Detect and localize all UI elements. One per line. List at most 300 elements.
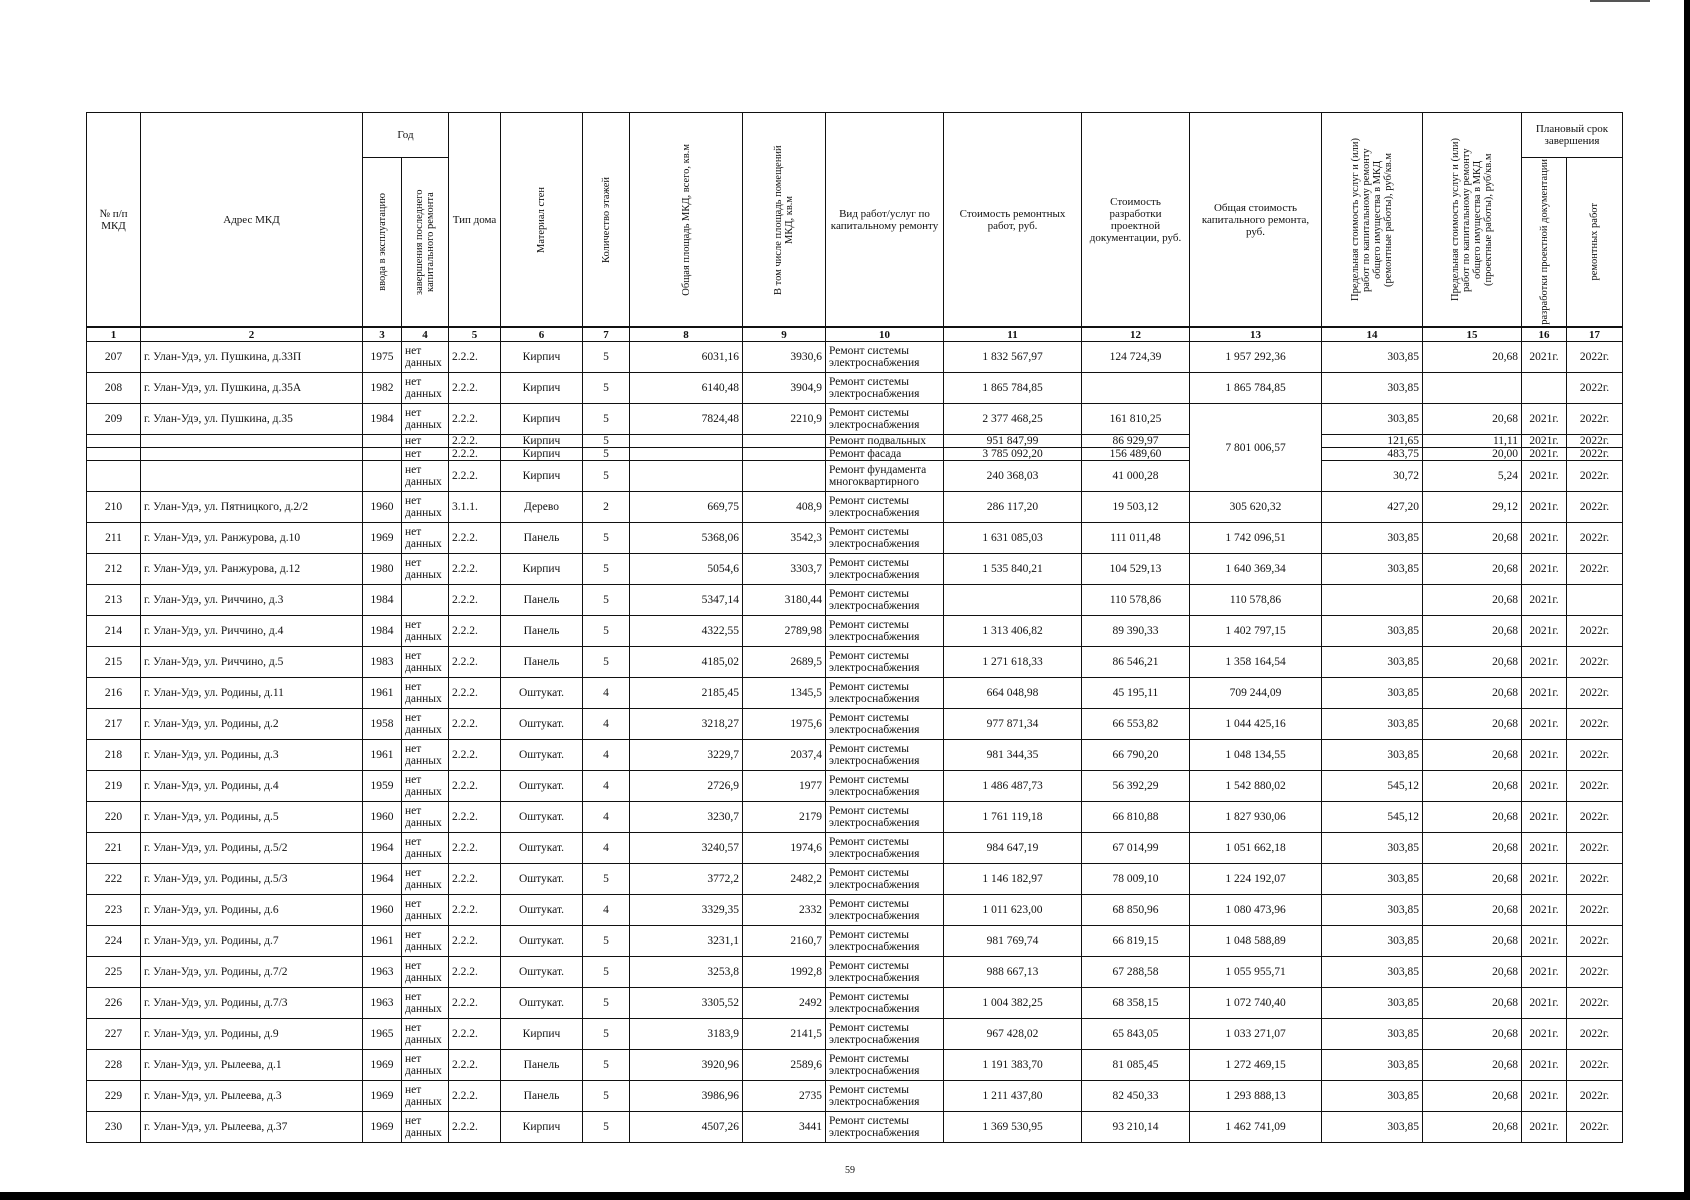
- cell-floors: 5: [583, 404, 630, 435]
- cell-total-cost: 1 033 271,07: [1190, 1019, 1322, 1050]
- cell-total-cost: 1 051 662,18: [1190, 833, 1322, 864]
- cell-premises-area: 2735: [743, 1081, 826, 1112]
- cell-term-design: 2021г.: [1522, 616, 1567, 647]
- cell-premises-area: 1977: [743, 771, 826, 802]
- cell-premises-area: 3904,9: [743, 373, 826, 404]
- cell-wall-material: Кирпич: [501, 1112, 583, 1143]
- cell-house-type: 2.2.2.: [449, 373, 501, 404]
- cell-year-last-repair: нет данных: [402, 895, 449, 926]
- cell-premises-area: 3542,3: [743, 523, 826, 554]
- cell-premises-area: 3930,6: [743, 342, 826, 373]
- cell-limit-design: 20,68: [1423, 740, 1522, 771]
- cell-work-type: Ремонт системы электроснабжения: [826, 342, 944, 373]
- cell-address: [141, 461, 363, 492]
- cell-limit-repair: 303,85: [1322, 957, 1423, 988]
- cell-year-commission: 1969: [363, 1112, 402, 1143]
- cell-total-area: 6140,48: [630, 373, 743, 404]
- cell-total-area: [630, 461, 743, 492]
- cell-premises-area: 2332: [743, 895, 826, 926]
- cell-term-repair: 2022г.: [1567, 404, 1623, 435]
- cell-address: г. Улан-Удэ, ул. Родины, д.6: [141, 895, 363, 926]
- cell-year-last-repair: нет данных: [402, 833, 449, 864]
- cell-floors: 5: [583, 448, 630, 461]
- cell-number: 229: [87, 1081, 141, 1112]
- cell-term-repair: 2022г.: [1567, 616, 1623, 647]
- cell-work-type: Ремонт системы электроснабжения: [826, 1019, 944, 1050]
- cell-total-area: 4185,02: [630, 647, 743, 678]
- cell-address: г. Улан-Удэ, ул. Родины, д.7/2: [141, 957, 363, 988]
- cell-address: г. Улан-Удэ, ул. Родины, д.11: [141, 678, 363, 709]
- cell-limit-repair: [1322, 585, 1423, 616]
- cell-term-design: 2021г.: [1522, 461, 1567, 492]
- cell-wall-material: Кирпич: [501, 1019, 583, 1050]
- cell-limit-repair: 303,85: [1322, 678, 1423, 709]
- capital-repair-table: [86, 112, 1623, 1143]
- cell-work-type: Ремонт системы электроснабжения: [826, 926, 944, 957]
- cell-house-type: 2.2.2.: [449, 926, 501, 957]
- cell-term-design: 2021г.: [1522, 523, 1567, 554]
- cell-limit-design: 20,68: [1423, 988, 1522, 1019]
- cell-total-area: 7824,48: [630, 404, 743, 435]
- col-floors-header: Количество этажей: [583, 113, 630, 328]
- cell-limit-design: 20,68: [1423, 709, 1522, 740]
- cell-term-repair: 2022г.: [1567, 554, 1623, 585]
- table-row: [87, 1112, 1623, 1143]
- cell-total-cost: 1 640 369,34: [1190, 554, 1322, 585]
- cell-premises-area: 2789,98: [743, 616, 826, 647]
- cell-design-cost: 93 210,14: [1082, 1112, 1190, 1143]
- cell-number: [87, 448, 141, 461]
- cell-work-type: Ремонт системы электроснабжения: [826, 802, 944, 833]
- cell-limit-repair: 303,85: [1322, 895, 1423, 926]
- column-number: 1: [87, 327, 141, 342]
- col-limit-repair-header: Предельная стоимость услуг и (или) работ по капитальному ремонту общего имущества в МКД (ремонтные работы), руб/кв.м: [1322, 113, 1423, 328]
- cell-house-type: 2.2.2.: [449, 988, 501, 1019]
- cell-year-commission: 1969: [363, 1050, 402, 1081]
- col-repair-cost-header: Стоимость ремонтных работ, руб.: [944, 113, 1082, 328]
- cell-year-last-repair: нет данных: [402, 864, 449, 895]
- cell-year-last-repair: нет данных: [402, 709, 449, 740]
- cell-year-last-repair: нет данных: [402, 523, 449, 554]
- cell-repair-cost: 1 191 383,70: [944, 1050, 1082, 1081]
- col-total-area-header: Общая площадь МКД, всего, кв.м: [630, 113, 743, 328]
- cell-total-cost: 1 072 740,40: [1190, 988, 1322, 1019]
- cell-design-cost: 104 529,13: [1082, 554, 1190, 585]
- cell-limit-repair: 483,75: [1322, 448, 1423, 461]
- cell-wall-material: Оштукат.: [501, 957, 583, 988]
- cell-work-type: Ремонт системы электроснабжения: [826, 678, 944, 709]
- cell-work-type: Ремонт системы электроснабжения: [826, 373, 944, 404]
- cell-number: 228: [87, 1050, 141, 1081]
- cell-limit-repair: 303,85: [1322, 647, 1423, 678]
- cell-year-commission: 1961: [363, 740, 402, 771]
- cell-year-commission: 1982: [363, 373, 402, 404]
- cell-address: г. Улан-Удэ, ул. Родины, д.7: [141, 926, 363, 957]
- cell-total-cost: 1 048 134,55: [1190, 740, 1322, 771]
- cell-wall-material: Оштукат.: [501, 833, 583, 864]
- cell-wall-material: Оштукат.: [501, 771, 583, 802]
- column-number: 9: [743, 327, 826, 342]
- cell-floors: 5: [583, 461, 630, 492]
- cell-year-last-repair: нет данных: [402, 1050, 449, 1081]
- column-number: 3: [363, 327, 402, 342]
- cell-premises-area: [743, 435, 826, 448]
- cell-wall-material: Кирпич: [501, 461, 583, 492]
- cell-work-type: Ремонт системы электроснабжения: [826, 709, 944, 740]
- column-number: 2: [141, 327, 363, 342]
- cell-term-design: 2021г.: [1522, 448, 1567, 461]
- cell-house-type: 2.2.2.: [449, 895, 501, 926]
- cell-work-type: Ремонт системы электроснабжения: [826, 492, 944, 523]
- cell-year-commission: 1984: [363, 404, 402, 435]
- cell-floors: 5: [583, 1112, 630, 1143]
- column-number: 10: [826, 327, 944, 342]
- cell-floors: 4: [583, 771, 630, 802]
- cell-term-repair: 2022г.: [1567, 448, 1623, 461]
- cell-wall-material: Оштукат.: [501, 864, 583, 895]
- cell-house-type: 2.2.2.: [449, 342, 501, 373]
- col-term-group-header: Плановый срок завершения: [1522, 113, 1623, 158]
- cell-design-cost: 111 011,48: [1082, 523, 1190, 554]
- cell-house-type: 2.2.2.: [449, 957, 501, 988]
- cell-work-type: Ремонт системы электроснабжения: [826, 833, 944, 864]
- cell-address: г. Улан-Удэ, ул. Пятницкого, д.2/2: [141, 492, 363, 523]
- cell-term-repair: 2022г.: [1567, 988, 1623, 1019]
- cell-year-last-repair: нет: [402, 448, 449, 461]
- cell-number: 225: [87, 957, 141, 988]
- cell-limit-design: 11,11: [1423, 435, 1522, 448]
- cell-year-commission: 1969: [363, 1081, 402, 1112]
- table-row: [87, 616, 1623, 647]
- cell-floors: 4: [583, 678, 630, 709]
- cell-term-design: 2021г.: [1522, 802, 1567, 833]
- cell-design-cost: 66 810,88: [1082, 802, 1190, 833]
- cell-total-cost: 1 462 741,09: [1190, 1112, 1322, 1143]
- cell-total-area: 669,75: [630, 492, 743, 523]
- cell-address: г. Улан-Удэ, ул. Родины, д.5/2: [141, 833, 363, 864]
- cell-address: г. Улан-Удэ, ул. Родины, д.9: [141, 1019, 363, 1050]
- cell-repair-cost: 1 369 530,95: [944, 1112, 1082, 1143]
- cell-limit-repair: 121,65: [1322, 435, 1423, 448]
- cell-work-type: Ремонт системы электроснабжения: [826, 1112, 944, 1143]
- cell-total-area: 4322,55: [630, 616, 743, 647]
- cell-number: 230: [87, 1112, 141, 1143]
- cell-total-area: 6031,16: [630, 342, 743, 373]
- cell-design-cost: 124 724,39: [1082, 342, 1190, 373]
- cell-limit-repair: 30,72: [1322, 461, 1423, 492]
- cell-year-last-repair: нет данных: [402, 492, 449, 523]
- cell-limit-repair: 427,20: [1322, 492, 1423, 523]
- cell-floors: 5: [583, 926, 630, 957]
- cell-limit-design: 20,00: [1423, 448, 1522, 461]
- cell-address: г. Улан-Удэ, ул. Родины, д.5/3: [141, 864, 363, 895]
- cell-design-cost: 67 288,58: [1082, 957, 1190, 988]
- cell-premises-area: 408,9: [743, 492, 826, 523]
- cell-premises-area: 2589,6: [743, 1050, 826, 1081]
- cell-total-area: 3986,96: [630, 1081, 743, 1112]
- cell-limit-design: 20,68: [1423, 616, 1522, 647]
- cell-term-repair: 2022г.: [1567, 342, 1623, 373]
- cell-year-commission: 1964: [363, 864, 402, 895]
- cell-design-cost: [1082, 373, 1190, 404]
- cell-limit-design: 20,68: [1423, 404, 1522, 435]
- cell-repair-cost: 981 344,35: [944, 740, 1082, 771]
- cell-limit-design: 29,12: [1423, 492, 1522, 523]
- cell-limit-design: 20,68: [1423, 523, 1522, 554]
- cell-wall-material: Оштукат.: [501, 988, 583, 1019]
- cell-design-cost: 156 489,60: [1082, 448, 1190, 461]
- cell-total-area: 3329,35: [630, 895, 743, 926]
- cell-house-type: 2.2.2.: [449, 1050, 501, 1081]
- cell-house-type: 2.2.2.: [449, 802, 501, 833]
- cell-limit-design: 20,68: [1423, 342, 1522, 373]
- cell-house-type: 2.2.2.: [449, 709, 501, 740]
- cell-floors: 5: [583, 435, 630, 448]
- cell-design-cost: 68 358,15: [1082, 988, 1190, 1019]
- cell-address: г. Улан-Удэ, ул. Рылеева, д.3: [141, 1081, 363, 1112]
- cell-year-commission: 1960: [363, 895, 402, 926]
- cell-repair-cost: 1 486 487,73: [944, 771, 1082, 802]
- cell-house-type: 2.2.2.: [449, 833, 501, 864]
- cell-floors: 4: [583, 833, 630, 864]
- cell-repair-cost: 1 271 618,33: [944, 647, 1082, 678]
- cell-year-last-repair: нет данных: [402, 1112, 449, 1143]
- cell-wall-material: Кирпич: [501, 435, 583, 448]
- col-number-header: № п/п МКД: [87, 113, 141, 328]
- cell-number: 209: [87, 404, 141, 435]
- cell-design-cost: 65 843,05: [1082, 1019, 1190, 1050]
- cell-address: г. Улан-Удэ, ул. Риччино, д.4: [141, 616, 363, 647]
- cell-total-cost: 1 044 425,16: [1190, 709, 1322, 740]
- cell-term-design: 2021г.: [1522, 1019, 1567, 1050]
- cell-house-type: 2.2.2.: [449, 864, 501, 895]
- cell-limit-repair: 303,85: [1322, 740, 1423, 771]
- col-year-last-repair-header: завершения последнего капитального ремонта: [402, 158, 449, 328]
- table-row: [87, 957, 1623, 988]
- cell-term-design: 2021г.: [1522, 926, 1567, 957]
- cell-house-type: 2.2.2.: [449, 1081, 501, 1112]
- cell-house-type: 2.2.2.: [449, 523, 501, 554]
- cell-year-commission: 1984: [363, 585, 402, 616]
- col-work-type-header: Вид работ/услуг по капитальному ремонту: [826, 113, 944, 328]
- table-row: [87, 373, 1623, 404]
- cell-work-type: Ремонт фундамента многоквартирного: [826, 461, 944, 492]
- cell-total-area: 5347,14: [630, 585, 743, 616]
- table-row: [87, 1050, 1623, 1081]
- cell-term-design: 2021г.: [1522, 1081, 1567, 1112]
- cell-term-repair: 2022г.: [1567, 435, 1623, 448]
- cell-house-type: 2.2.2.: [449, 1112, 501, 1143]
- cell-total-area: 3253,8: [630, 957, 743, 988]
- cell-address: г. Улан-Удэ, ул. Ранжурова, д.10: [141, 523, 363, 554]
- cell-floors: 5: [583, 988, 630, 1019]
- cell-year-last-repair: нет данных: [402, 404, 449, 435]
- cell-premises-area: 1974,6: [743, 833, 826, 864]
- cell-wall-material: Панель: [501, 616, 583, 647]
- cell-total-area: 5368,06: [630, 523, 743, 554]
- cell-limit-design: 20,68: [1423, 585, 1522, 616]
- cell-wall-material: Кирпич: [501, 342, 583, 373]
- cell-year-commission: 1960: [363, 802, 402, 833]
- cell-repair-cost: 664 048,98: [944, 678, 1082, 709]
- cell-limit-design: 20,68: [1423, 554, 1522, 585]
- cell-work-type: Ремонт системы электроснабжения: [826, 1081, 944, 1112]
- cell-address: [141, 435, 363, 448]
- cell-number: 219: [87, 771, 141, 802]
- cell-year-commission: 1963: [363, 988, 402, 1019]
- scan-mark: [1590, 0, 1650, 2]
- cell-wall-material: Кирпич: [501, 448, 583, 461]
- cell-repair-cost: 988 667,13: [944, 957, 1082, 988]
- cell-address: г. Улан-Удэ, ул. Родины, д.5: [141, 802, 363, 833]
- cell-limit-design: 20,68: [1423, 926, 1522, 957]
- column-number: 7: [583, 327, 630, 342]
- cell-house-type: 2.2.2.: [449, 585, 501, 616]
- cell-repair-cost: 1 535 840,21: [944, 554, 1082, 585]
- cell-premises-area: 3441: [743, 1112, 826, 1143]
- table-row: [87, 1019, 1623, 1050]
- cell-wall-material: Оштукат.: [501, 740, 583, 771]
- cell-term-repair: 2022г.: [1567, 1019, 1623, 1050]
- cell-design-cost: 68 850,96: [1082, 895, 1190, 926]
- cell-number: 214: [87, 616, 141, 647]
- column-number: 13: [1190, 327, 1322, 342]
- cell-number: 212: [87, 554, 141, 585]
- cell-year-commission: [363, 448, 402, 461]
- cell-year-commission: [363, 461, 402, 492]
- cell-repair-cost: 1 146 182,97: [944, 864, 1082, 895]
- cell-total-cost: 1 542 880,02: [1190, 771, 1322, 802]
- col-design-cost-header: Стоимость разработки проектной документации, руб.: [1082, 113, 1190, 328]
- cell-repair-cost: 1 631 085,03: [944, 523, 1082, 554]
- cell-limit-design: 20,68: [1423, 1112, 1522, 1143]
- table-row: [87, 647, 1623, 678]
- cell-term-design: 2021г.: [1522, 740, 1567, 771]
- cell-year-commission: 1963: [363, 957, 402, 988]
- cell-floors: 5: [583, 523, 630, 554]
- cell-address: г. Улан-Удэ, ул. Рылеева, д.1: [141, 1050, 363, 1081]
- column-number: 5: [449, 327, 501, 342]
- cell-term-design: 2021г.: [1522, 709, 1567, 740]
- scan-edge-right: [1684, 0, 1690, 1200]
- cell-term-repair: 2022г.: [1567, 1112, 1623, 1143]
- cell-total-cost: 305 620,32: [1190, 492, 1322, 523]
- cell-house-type: 2.2.2.: [449, 554, 501, 585]
- col-wall-material-header: Материал стен: [501, 113, 583, 328]
- cell-total-cost: 1 358 164,54: [1190, 647, 1322, 678]
- cell-limit-repair: 303,85: [1322, 926, 1423, 957]
- cell-term-repair: 2022г.: [1567, 740, 1623, 771]
- cell-premises-area: 2160,7: [743, 926, 826, 957]
- cell-term-design: 2021г.: [1522, 342, 1567, 373]
- cell-number: 218: [87, 740, 141, 771]
- cell-address: г. Улан-Удэ, ул. Родины, д.2: [141, 709, 363, 740]
- table-row: [87, 833, 1623, 864]
- cell-work-type: Ремонт системы электроснабжения: [826, 988, 944, 1019]
- cell-limit-repair: 303,85: [1322, 554, 1423, 585]
- cell-total-area: 2185,45: [630, 678, 743, 709]
- cell-floors: 4: [583, 740, 630, 771]
- column-number: 16: [1522, 327, 1567, 342]
- cell-year-commission: 1958: [363, 709, 402, 740]
- cell-year-last-repair: нет данных: [402, 988, 449, 1019]
- cell-year-last-repair: нет данных: [402, 957, 449, 988]
- cell-year-commission: 1969: [363, 523, 402, 554]
- cell-total-area: 3240,57: [630, 833, 743, 864]
- cell-house-type: 2.2.2.: [449, 1019, 501, 1050]
- cell-total-area: [630, 448, 743, 461]
- cell-limit-repair: 303,85: [1322, 864, 1423, 895]
- column-number: 17: [1567, 327, 1623, 342]
- cell-wall-material: Кирпич: [501, 373, 583, 404]
- cell-limit-repair: 303,85: [1322, 404, 1423, 435]
- cell-number: 213: [87, 585, 141, 616]
- cell-total-cost: 7 801 006,57: [1190, 404, 1322, 492]
- cell-total-cost: 1 272 469,15: [1190, 1050, 1322, 1081]
- cell-number: 226: [87, 988, 141, 1019]
- table-row: [87, 771, 1623, 802]
- cell-number: 211: [87, 523, 141, 554]
- cell-number: 217: [87, 709, 141, 740]
- cell-term-design: 2021г.: [1522, 585, 1567, 616]
- cell-number: 221: [87, 833, 141, 864]
- cell-term-repair: 2022г.: [1567, 461, 1623, 492]
- cell-limit-repair: 303,85: [1322, 1081, 1423, 1112]
- cell-year-last-repair: [402, 585, 449, 616]
- cell-number: [87, 461, 141, 492]
- cell-limit-repair: 303,85: [1322, 833, 1423, 864]
- cell-limit-repair: 545,12: [1322, 802, 1423, 833]
- cell-limit-repair: 303,85: [1322, 1019, 1423, 1050]
- cell-floors: 5: [583, 373, 630, 404]
- cell-year-last-repair: нет данных: [402, 740, 449, 771]
- cell-limit-design: 20,68: [1423, 1050, 1522, 1081]
- column-number: 15: [1423, 327, 1522, 342]
- cell-year-last-repair: нет данных: [402, 554, 449, 585]
- cell-term-design: 2021г.: [1522, 554, 1567, 585]
- cell-total-area: 5054,6: [630, 554, 743, 585]
- cell-year-commission: 1961: [363, 678, 402, 709]
- cell-total-area: 3305,52: [630, 988, 743, 1019]
- cell-premises-area: 1975,6: [743, 709, 826, 740]
- cell-work-type: Ремонт системы электроснабжения: [826, 895, 944, 926]
- cell-floors: 4: [583, 895, 630, 926]
- cell-limit-repair: 303,85: [1322, 523, 1423, 554]
- cell-term-design: 2021г.: [1522, 833, 1567, 864]
- cell-term-design: 2021г.: [1522, 1112, 1567, 1143]
- cell-repair-cost: 981 769,74: [944, 926, 1082, 957]
- cell-term-design: 2021г.: [1522, 678, 1567, 709]
- cell-premises-area: 2141,5: [743, 1019, 826, 1050]
- cell-limit-repair: 303,85: [1322, 373, 1423, 404]
- cell-number: 220: [87, 802, 141, 833]
- table-row: [87, 802, 1623, 833]
- col-house-type-header: Тип дома: [449, 113, 501, 328]
- cell-year-last-repair: нет данных: [402, 1019, 449, 1050]
- page-number: 59: [845, 1165, 855, 1176]
- cell-repair-cost: 1 211 437,80: [944, 1081, 1082, 1112]
- cell-total-cost: 1 402 797,15: [1190, 616, 1322, 647]
- col-term-repair-header: ремонтных работ: [1567, 158, 1623, 328]
- cell-wall-material: Оштукат.: [501, 895, 583, 926]
- cell-design-cost: 19 503,12: [1082, 492, 1190, 523]
- cell-house-type: 2.2.2.: [449, 616, 501, 647]
- cell-design-cost: 66 790,20: [1082, 740, 1190, 771]
- cell-wall-material: Кирпич: [501, 404, 583, 435]
- cell-year-commission: 1980: [363, 554, 402, 585]
- cell-number: 207: [87, 342, 141, 373]
- cell-address: г. Улан-Удэ, ул. Риччино, д.3: [141, 585, 363, 616]
